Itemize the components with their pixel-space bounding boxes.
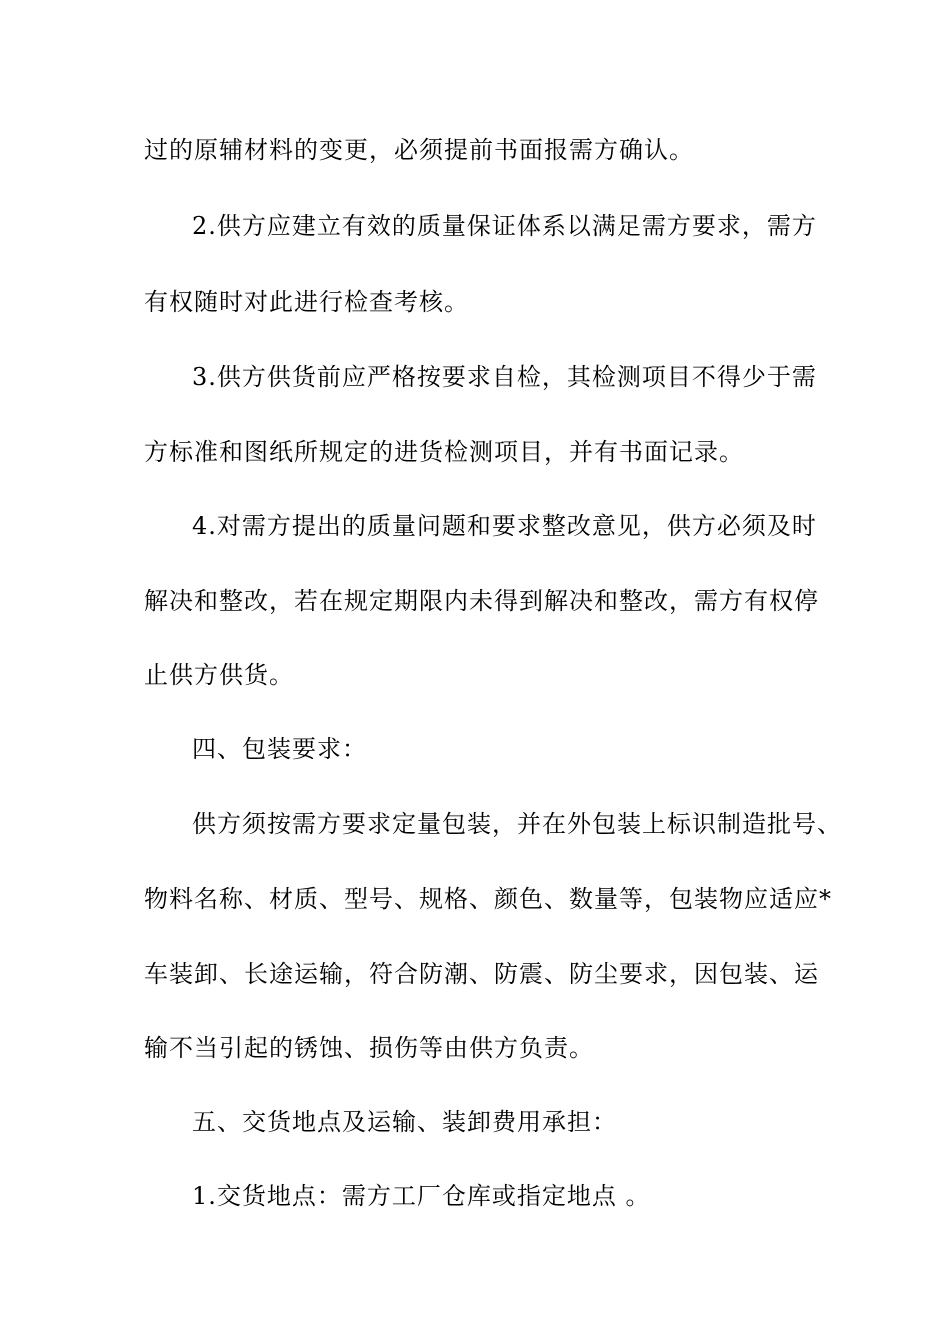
- text-line: 3.供方供货前应严格按要求自检，其检测项目不得少于需: [192, 363, 817, 391]
- text-line: 物料名称、材质、型号、规格、颜色、数量等，包装物应适应*: [144, 885, 832, 913]
- text-line: 有权随时对此进行检查考核。: [144, 288, 469, 316]
- section-heading: 四、包装要求：: [192, 735, 367, 763]
- section-heading: 五、交货地点及运输、装卸费用承担：: [192, 1108, 617, 1136]
- text-line: 4.对需方提出的质量问题和要求整改意见，供方必须及时: [192, 512, 817, 540]
- text-line: 1.交货地点：需方工厂仓库或指定地点 。: [192, 1182, 651, 1210]
- text-line: 解决和整改，若在规定期限内未得到解决和整改，需方有权停: [144, 587, 819, 615]
- text-line: 车装卸、长途运输，符合防潮、防震、防尘要求，因包装、运: [144, 960, 819, 988]
- text-line: 过的原辅材料的变更，必须提前书面报需方确认。: [144, 136, 694, 164]
- text-line: 方标准和图纸所规定的进货检测项目，并有书面记录。: [144, 438, 744, 466]
- text-line: 止供方供货。: [144, 661, 294, 689]
- text-line: 供方须按需方要求定量包装，并在外包装上标识制造批号、: [192, 810, 842, 838]
- text-line: 2.供方应建立有效的质量保证体系以满足需方要求，需方: [192, 212, 817, 240]
- text-line: 输不当引起的锈蚀、损伤等由供方负责。: [144, 1034, 594, 1062]
